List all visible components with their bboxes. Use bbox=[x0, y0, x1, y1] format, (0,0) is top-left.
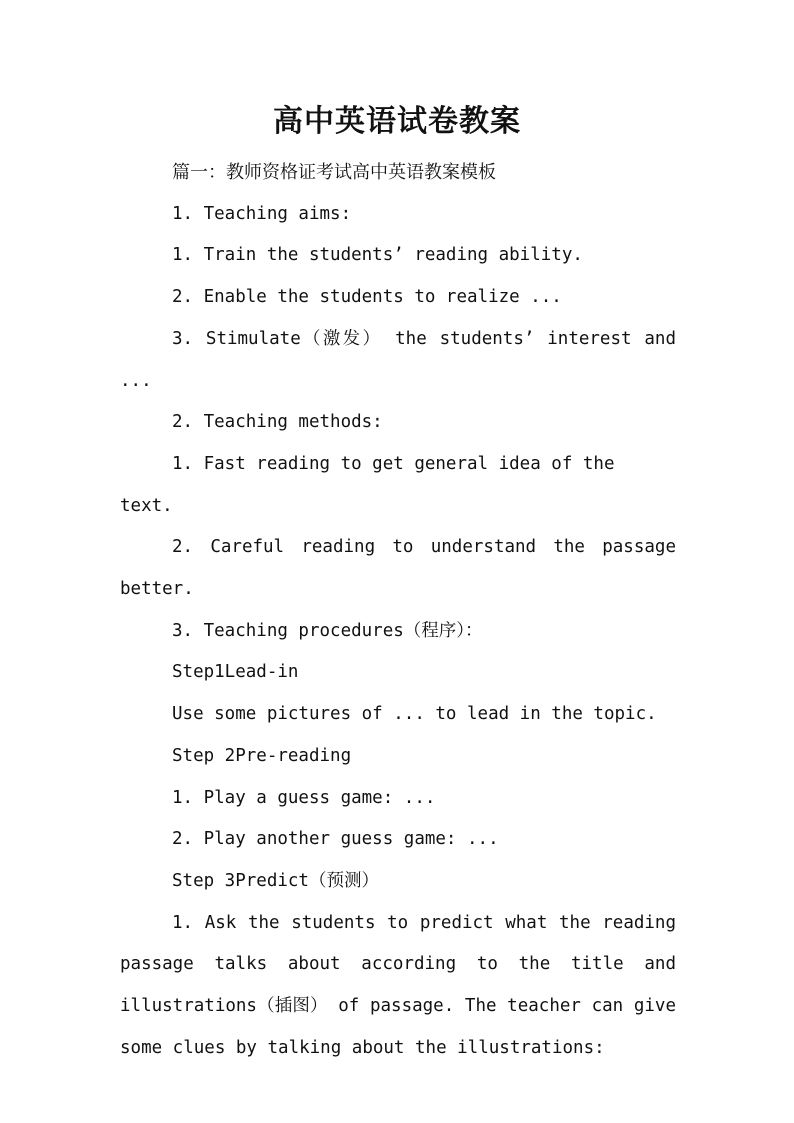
paragraph: Step1Lead-in bbox=[172, 662, 299, 683]
paragraph: 2. Teaching methods: bbox=[172, 412, 383, 433]
paragraph: 1. Train the students’ reading ability. bbox=[172, 245, 583, 266]
paragraph: Step 2Pre-reading bbox=[172, 745, 352, 766]
paragraph: 2. Enable the students to realize ... bbox=[172, 287, 562, 308]
paragraph: 1. Ask the students to predict what the reading passage talks about according to the title and illustrations（插图） of passage. The teacher can give some clues by talking about the illustrations: bbox=[120, 912, 676, 1058]
paragraph: 2. Play another guess game: ... bbox=[172, 829, 499, 850]
paragraph: 1. Fast reading to get general idea of the text. bbox=[120, 453, 615, 516]
paragraph: 1. Play a guess game: ... bbox=[172, 787, 436, 808]
document-body bbox=[120, 152, 676, 1069]
paragraph: 1. Teaching aims: bbox=[172, 203, 352, 224]
paragraph: Use some pictures of ... to lead in the topic. bbox=[172, 704, 657, 725]
paragraph: Step 3Predict（预测） bbox=[172, 870, 379, 891]
paragraph: 2. Careful reading to understand the passage better. bbox=[120, 537, 676, 600]
paragraph: 3. Stimulate（激发） the students’ interest and ... bbox=[120, 328, 676, 391]
document-title: 高中英语试卷教案 bbox=[273, 104, 521, 139]
section-heading: 篇一：教师资格证考试高中英语教案模板 bbox=[172, 162, 496, 183]
paragraph: 3. Teaching procedures（程序）： bbox=[172, 620, 483, 641]
